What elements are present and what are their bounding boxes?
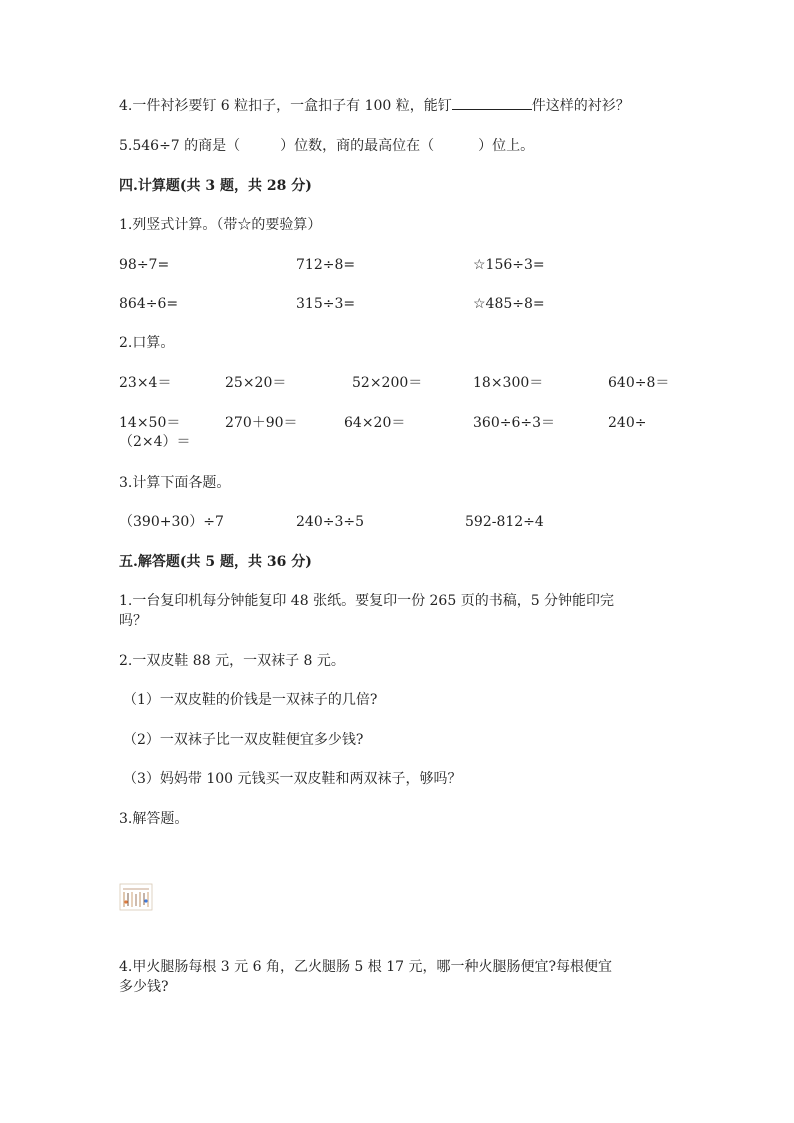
calc-1-item: 864÷6= bbox=[119, 296, 179, 312]
oral-calc-item-wrap: （2×4）＝ bbox=[119, 434, 191, 450]
problem-2-sub: （2）一双袜子比一双皮鞋便宜多少钱? bbox=[123, 732, 364, 748]
section-4-title: 四.计算题(共 3 题，共 28 分) bbox=[119, 178, 312, 194]
oral-calc-item: 360÷6÷3＝ bbox=[473, 415, 555, 431]
calc-1-item: 315÷3= bbox=[296, 296, 356, 312]
oral-calc-item: 64×20＝ bbox=[344, 415, 406, 431]
problem-4-line-1: 4.甲火腿肠每根 3 元 6 角，乙火腿肠 5 根 17 元，哪一种火腿肠便宜?每根便宜 bbox=[119, 959, 612, 975]
calc-3-item: 240÷3÷5 bbox=[296, 514, 364, 530]
problem-3-figure bbox=[119, 883, 153, 911]
problem-2-title: 2.一双皮鞋 88 元，一双袜子 8 元。 bbox=[119, 653, 345, 669]
question-5 bbox=[119, 137, 534, 155]
question-4-text-end: 件这样的衬衫？ bbox=[531, 98, 630, 114]
question-5-text-middle: ）位数，商的最高位在（ bbox=[280, 138, 435, 154]
oral-calc-item: 18×300＝ bbox=[473, 375, 544, 391]
section-5-title: 五.解答题(共 5 题，共 36 分) bbox=[119, 554, 312, 570]
calc-1-item: 712÷8= bbox=[296, 257, 356, 273]
problem-1-line-2: 吗？ bbox=[119, 613, 147, 629]
oral-calc-item: 25×20＝ bbox=[225, 375, 287, 391]
calc-1-item: ☆156÷3= bbox=[473, 257, 545, 273]
oral-calc-item: 23×4＝ bbox=[119, 375, 172, 391]
question-5-text: 5.546÷7 的商是（ bbox=[119, 138, 241, 154]
question-4 bbox=[119, 97, 630, 115]
calc-3-title: 3.计算下面各题。 bbox=[119, 475, 231, 491]
problem-4-line-2: 多少钱? bbox=[119, 979, 169, 995]
calc-1-title: 1.列竖式计算。（带☆的要验算） bbox=[119, 217, 322, 233]
problem-3-title: 3.解答题。 bbox=[119, 811, 189, 827]
problem-2-sub: （1）一双皮鞋的价钱是一双袜子的几倍? bbox=[123, 692, 378, 708]
oral-calc-item: 52×200＝ bbox=[352, 375, 423, 391]
oral-calc-item: 640÷8＝ bbox=[608, 375, 670, 391]
calc-1-item: ☆485÷8= bbox=[473, 296, 545, 312]
oral-calc-item: 270＋90＝ bbox=[225, 415, 298, 431]
calc-1-item: 98÷7= bbox=[119, 257, 170, 273]
problem-2-sub: （3）妈妈带 100 元钱买一双皮鞋和两双袜子，够吗？ bbox=[123, 771, 462, 787]
calc-3-item: （390+30）÷7 bbox=[119, 514, 224, 530]
oral-calc-item: 14×50＝ bbox=[119, 415, 181, 431]
answer-blank[interactable] bbox=[452, 97, 532, 110]
problem-1-line-1: 1.一台复印机每分钟能复印 48 张纸。要复印一份 265 页的书稿，5 分钟能印完 bbox=[119, 593, 615, 609]
question-5-text-end: ）位上。 bbox=[478, 138, 535, 154]
question-4-text: 4.一件衬衫要钉 6 粒扣子，一盒扣子有 100 粒，能钉 bbox=[119, 98, 452, 114]
calc-2-title: 2.口算。 bbox=[119, 335, 175, 351]
oral-calc-item: 240÷ bbox=[608, 415, 647, 431]
calc-3-item: 592-812÷4 bbox=[465, 514, 544, 530]
